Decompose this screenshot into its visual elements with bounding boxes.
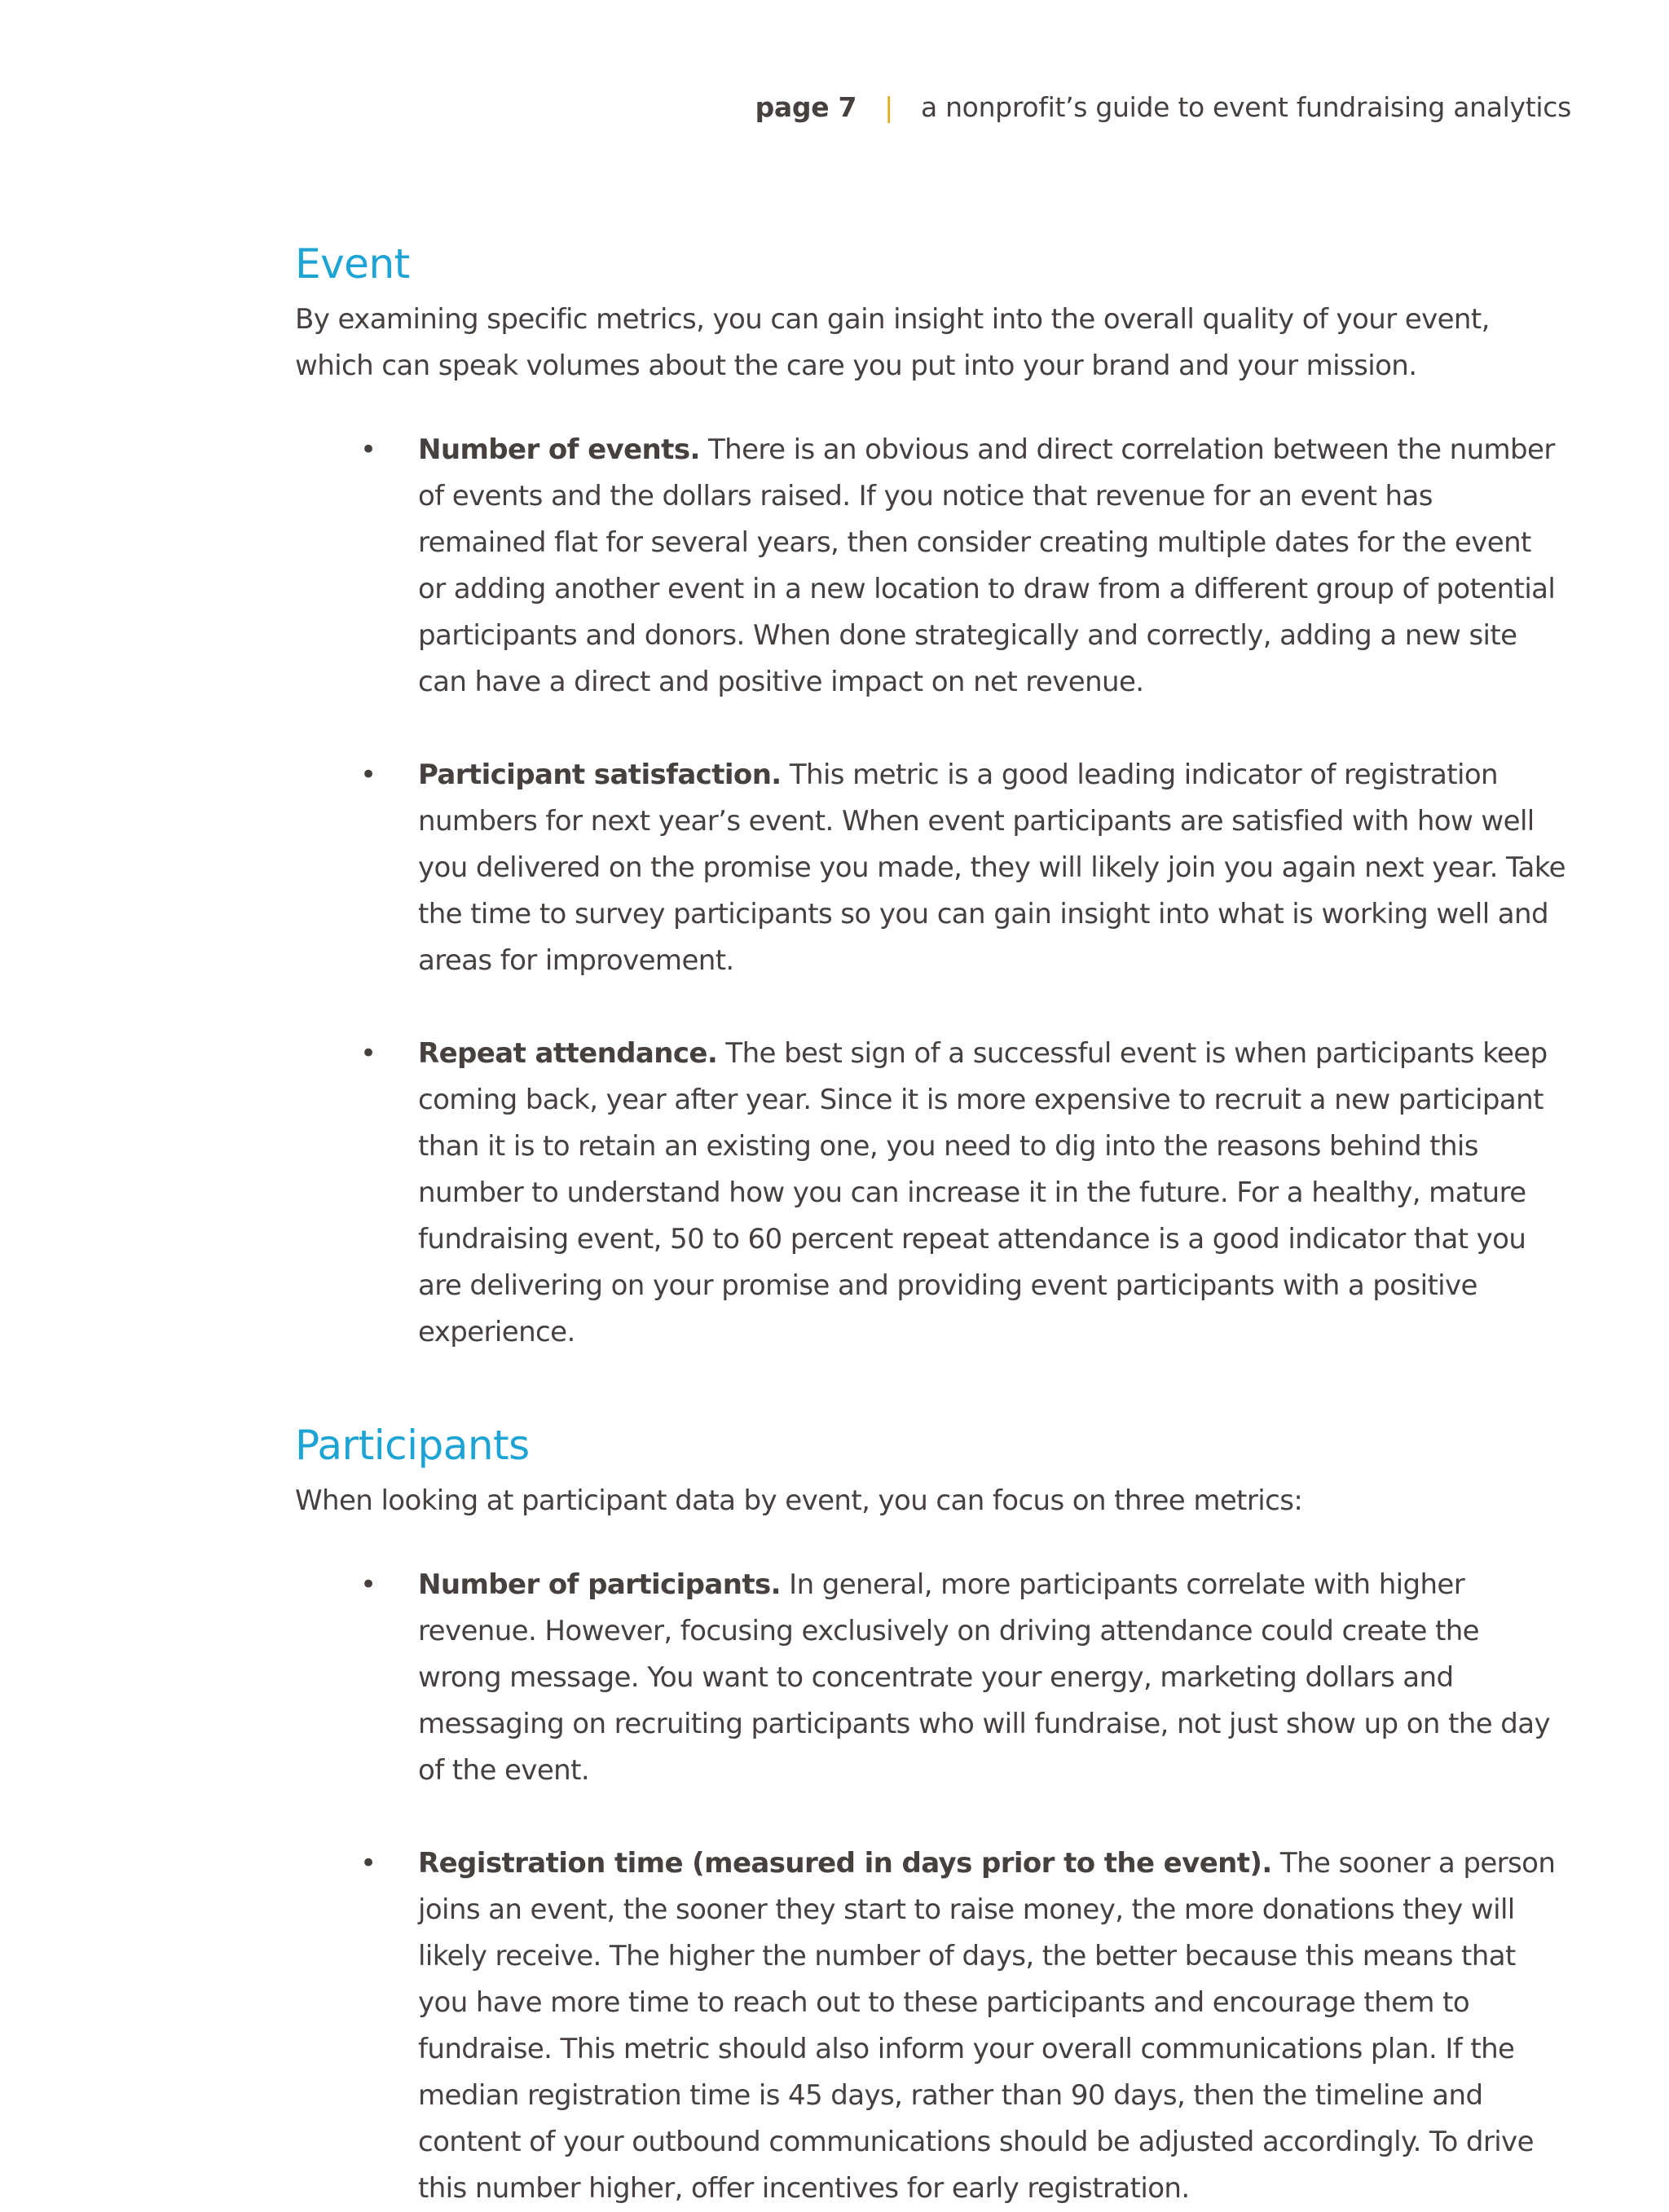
list-item-participant-satisfaction: [360, 752, 1566, 984]
bullet-icon: •: [360, 1037, 377, 1070]
list-item-number-of-events: [360, 427, 1566, 706]
list-item-registration-time: [360, 1840, 1566, 2212]
event-metrics-list: [295, 427, 1566, 1356]
page-number: page 7: [755, 91, 857, 123]
section-heading-participants: Participants: [295, 1422, 530, 1469]
header-separator: |: [884, 91, 893, 123]
list-item-repeat-attendance: [360, 1031, 1566, 1356]
bullet-term: Participant satisfaction.: [418, 759, 782, 791]
bullet-icon: •: [360, 1847, 377, 1880]
bullet-icon: •: [360, 759, 377, 791]
bullet-term: Number of events.: [418, 433, 700, 466]
bullet-text: The best sign of a successful event is when participants keep coming back, year after year. Since it is more expensive to recruit a new participant than it is to retain an existing one, you need to dig into the reasons behind this number to understand how you can increase it in the future. For a healthy, mature fundraising event, 50 to 60 percent repeat attendance is a good indicator that you are delivering on your promise and providing event participants with a positive experience.: [418, 1037, 1548, 1348]
section-intro-event: By examining specific metrics, you can gain insight into the overall quality of your event, which can speak volumes about the care you put into your brand and your mission.: [295, 303, 1490, 382]
bullet-text: This metric is a good leading indicator of registration numbers for next year’s event. When event participants are satisfied with how well you delivered on the promise you made, they will likely join you again next year. Take the time to survey participants so you can gain insight into what is working well and areas for improvement.: [418, 759, 1566, 977]
participant-metrics-list: [295, 1562, 1566, 2212]
bullet-text: There is an obvious and direct correlation between the number of events and the dollars raised. If you notice that revenue for an event has remained flat for several years, then consider creating multiple dates for the event or adding another event in a new location to draw from a different group of potential participants and donors. When done strategically and correctly, adding a new site can have a direct and positive impact on net revenue.: [418, 433, 1556, 698]
bullet-text: The sooner a person joins an event, the sooner they start to raise money, the more donations they will likely receive. The higher the number of days, the better because this means that you have more time to reach out to these participants and encourage them to fundraise. This metric should also inform your overall communications plan. If the median registration time is 45 days, rather than 90 days, then the timeline and content of your outbound communications should be adjusted accordingly. To drive this number higher, offer incentives for early registration.: [418, 1847, 1556, 2205]
section-intro-participants: When looking at participant data by event, you can focus on three metrics:: [295, 1484, 1303, 1517]
bullet-icon: •: [360, 1568, 377, 1601]
bullet-text: In general, more participants correlate with higher revenue. However, focusing exclusively on driving attendance could create the wrong message. You want to concentrate your energy, marketing dollars and messaging on recruiting participants who will fundraise, not just show up on the day of the event.: [418, 1568, 1551, 1787]
section-participants: [295, 1413, 1566, 2212]
running-header: [755, 88, 1571, 127]
list-item-number-of-participants: [360, 1562, 1566, 1794]
bullet-icon: •: [360, 433, 377, 466]
section-heading-event: Event: [295, 240, 410, 288]
bullet-term: Repeat attendance.: [418, 1037, 718, 1070]
bullet-term: Number of participants.: [418, 1568, 781, 1601]
document-title: a nonprofit’s guide to event fundraising analytics: [920, 91, 1571, 123]
section-event: [295, 231, 1566, 1356]
bullet-term: Registration time (measured in days prior to the event).: [418, 1847, 1272, 1880]
page-body: [295, 231, 1566, 2212]
